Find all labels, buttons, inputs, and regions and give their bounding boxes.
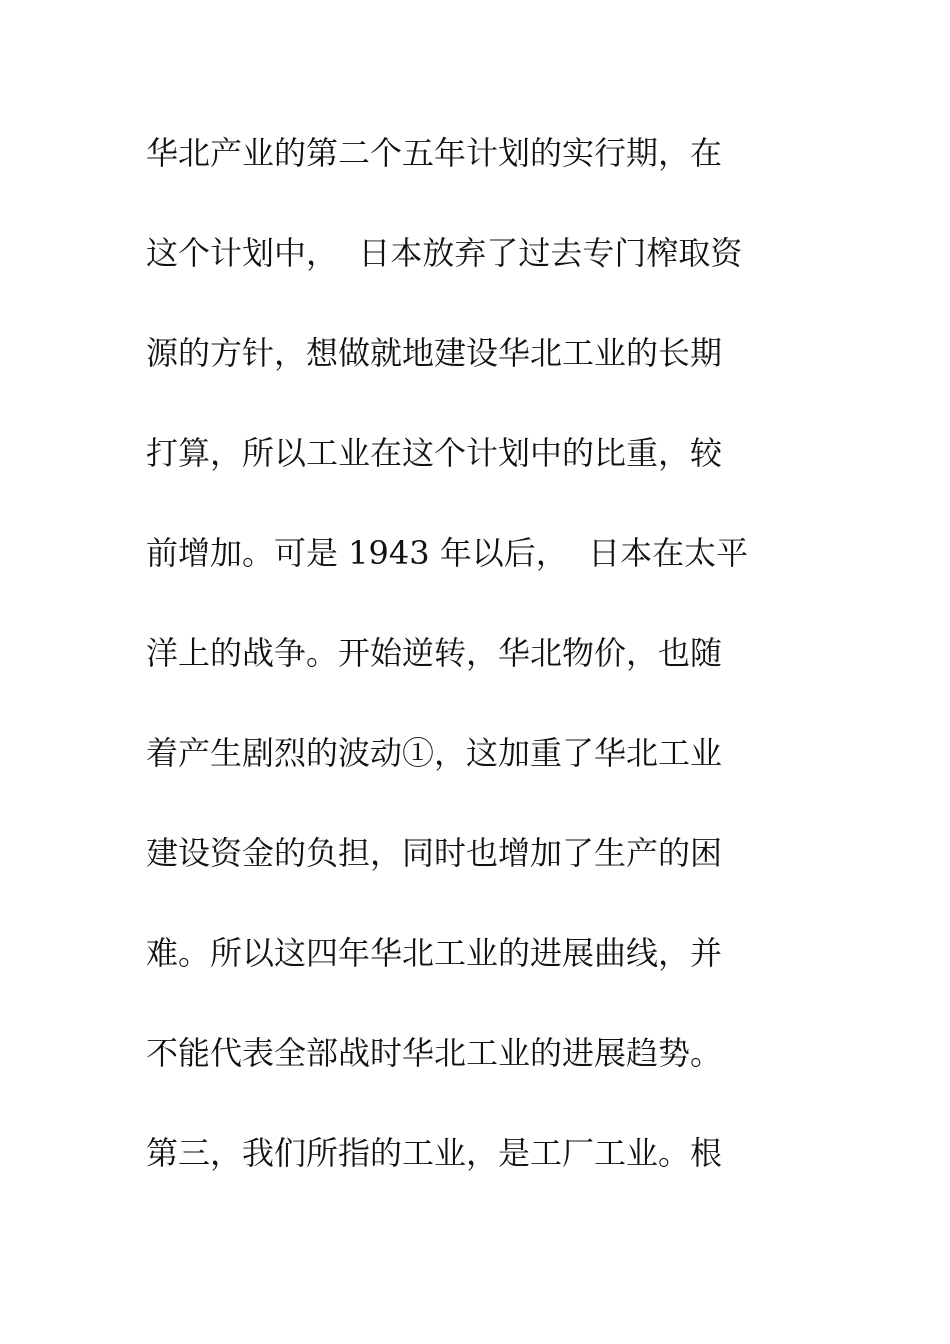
text-line: 洋上的战争。开始逆转，华北物价，也随 bbox=[146, 634, 723, 672]
text-line: 难。所以这四年华北工业的进展曲线，并 bbox=[146, 934, 723, 972]
text-line: 这个计划中， 日本放弃了过去专门榨取资 bbox=[146, 234, 743, 272]
text-line: 源的方针，想做就地建设华北工业的长期 bbox=[146, 334, 723, 372]
text-line: 建设资金的负担，同时也增加了生产的困 bbox=[146, 834, 723, 872]
text-line: 华北产业的第二个五年计划的实行期，在 bbox=[146, 134, 723, 172]
text-line: 着产生剧烈的波动①，这加重了华北工业 bbox=[146, 734, 723, 772]
text-line: 打算，所以工业在这个计划中的比重，较 bbox=[146, 434, 723, 472]
text-line: 第三，我们所指的工业，是工厂工业。根 bbox=[146, 1134, 723, 1172]
body-text bbox=[146, 123, 846, 1223]
text-line: 不能代表全部战时华北工业的进展趋势。 bbox=[146, 1034, 723, 1072]
text-line: 前增加。可是 1943 年以后， 日本在太平 bbox=[146, 534, 749, 572]
